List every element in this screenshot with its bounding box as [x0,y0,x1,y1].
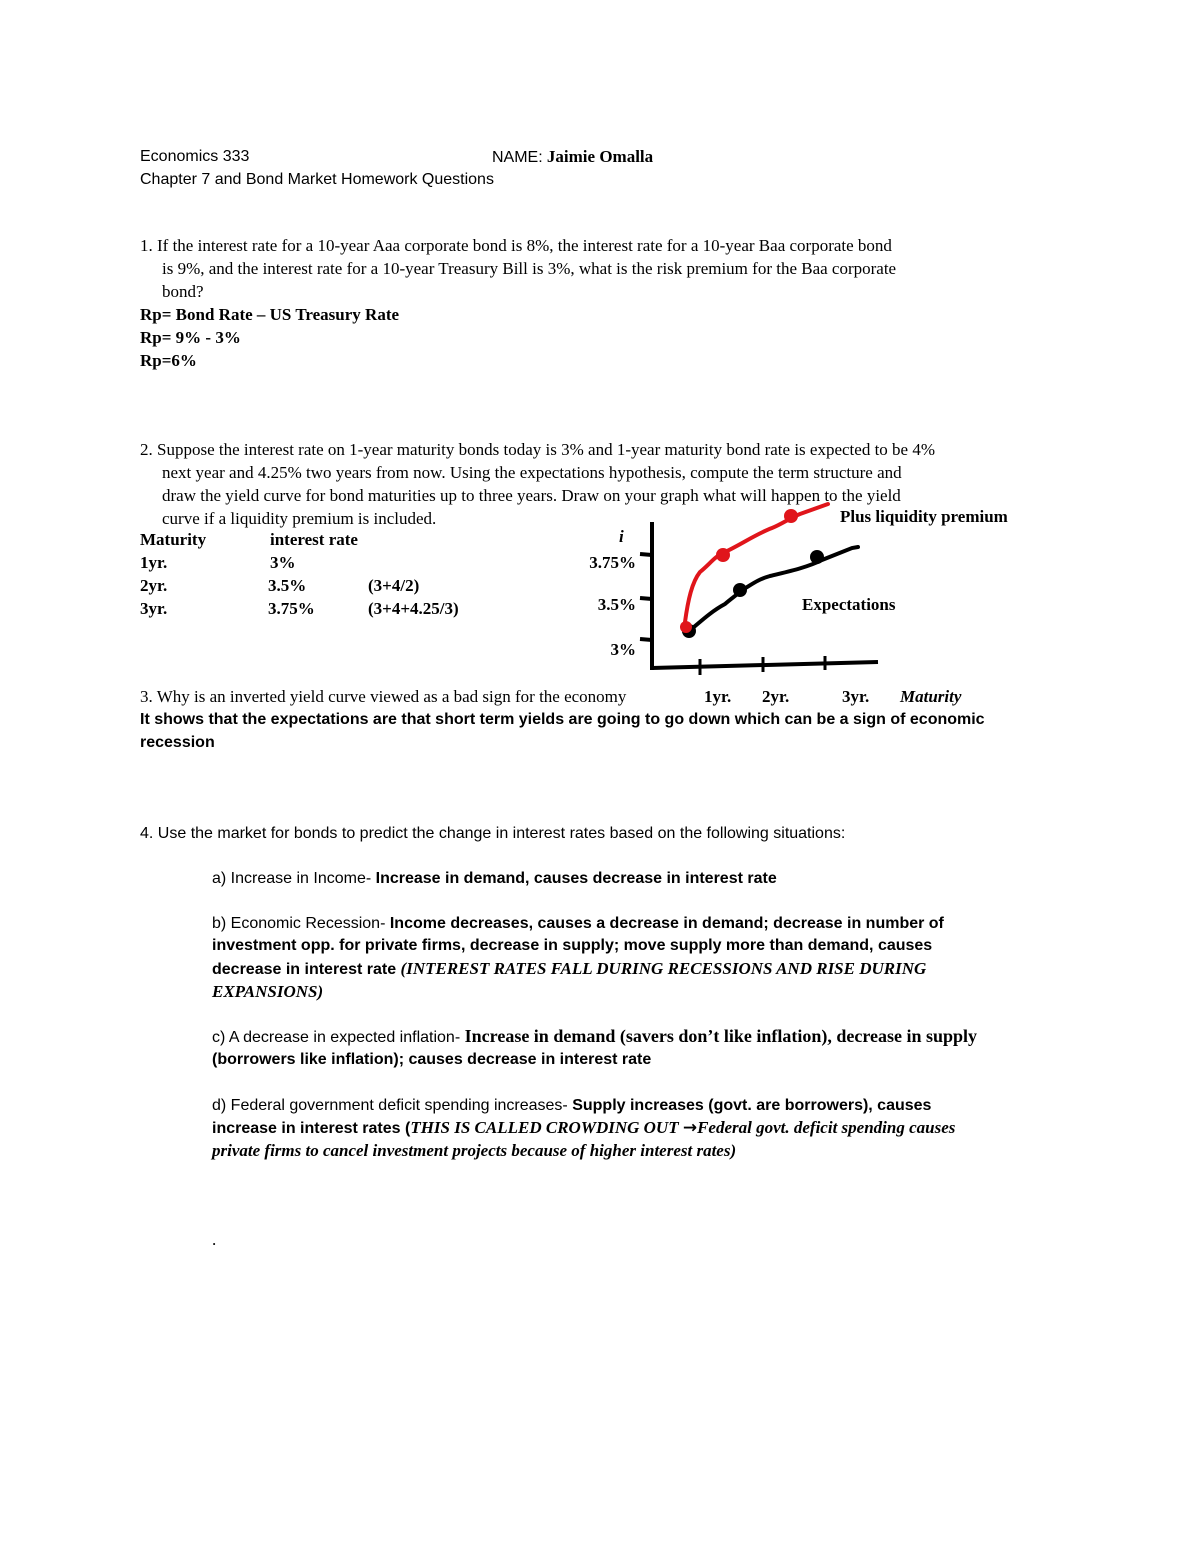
data-point-plus-liquidity-premium [716,548,730,562]
q4-d-line-1 [212,1093,931,1117]
student-name: Jaimie Omalla [546,147,654,166]
q1-answer-line-1: Rp= Bond Rate – US Treasury Rate [140,305,400,324]
q4-b-line-4: EXPANSIONS) [212,982,324,1001]
table-header-interest-rate: interest rate [270,530,358,549]
table-cell-rate: 3.5% [268,576,307,595]
table-cell-calc: (3+4+4.25/3) [368,599,459,618]
q3-answer-line-1: It shows that the expectations are that short term yields are going to go down which can be a sign of economic [140,711,985,728]
q4-a-label: a) Increase in Income- [212,870,372,887]
q4-a-answer: Increase in demand, causes decrease in interest rate [371,870,777,887]
y-tick [640,554,652,555]
y-tick [640,639,652,640]
y-tick [640,598,652,599]
q3-answer-line-2: recession [140,734,215,751]
q2-text-line-1: 2. Suppose the interest rate on 1-year maturity bonds today is 3% and 1-year maturity bond rate is expected to be 4% [140,440,935,459]
q1-answer-line-2: Rp= 9% - 3% [140,328,241,347]
q4-b-answer-cont: decrease in interest rate [212,961,401,978]
q4-b-line-2: investment opp. for private firms, decrease in supply; move supply more than demand, causes [212,937,933,954]
q4-d-line-3: private firms to cancel investment projects because of higher interest rates) [212,1141,737,1160]
q4-b-line-1 [212,911,944,935]
x-tick-label: 1yr. [704,687,732,706]
y-axis-label: i [619,527,624,546]
q2-text-line-2: next year and 4.25% two years from now. Using the expectations hypothesis, compute the term structure and [162,463,902,482]
q4-c-line-2: (borrowers like inflation); causes decrease in interest rate [212,1051,652,1068]
q4-d-label: d) Federal government deficit spending increases- [212,1097,568,1114]
assignment-subtitle: Chapter 7 and Bond Market Homework Questions [140,171,494,188]
table-cell-maturity: 3yr. [140,599,168,618]
y-tick-label: 3.5% [597,595,636,614]
q1-answer-line-3: Rp=6% [140,351,197,370]
y-tick-label: 3% [610,640,636,659]
x-axis-label: Maturity [900,687,962,706]
table-cell-rate: 3% [270,553,296,572]
q1-text-line-2: is 9%, and the interest rate for a 10-year Treasury Bill is 3%, what is the risk premium for the Baa corporate [162,259,897,278]
table-cell-maturity: 2yr. [140,576,168,595]
data-point-expectations [810,550,824,564]
table-cell-rate: 3.75% [268,599,315,618]
q4-d-answer-cont: increase in interest rates ( [212,1120,411,1137]
table-cell-calc: (3+4/2) [368,576,420,595]
q4-c-line-1 [212,1025,977,1049]
q4-c-answer: Increase in demand (savers don’t like inflation), decrease in supply [460,1026,978,1046]
q4-d-emphasis-cont: Federal govt. deficit spending causes [697,1118,956,1137]
q1-text-line-3: bond? [162,282,204,301]
data-point-plus-liquidity-premium [784,509,798,523]
series-label-expectations: Expectations [802,595,896,614]
footer-dot: . [212,1230,217,1249]
x-axis [652,662,878,668]
x-tick-label: 3yr. [842,687,870,706]
data-point-expectations [733,583,747,597]
table-header-maturity: Maturity [140,530,207,549]
q4-a [212,866,777,890]
name-field [492,145,653,169]
q4-b-label: b) Economic Recession- [212,915,386,932]
q4-d-answer: Supply increases (govt. are borrowers), causes [567,1097,932,1114]
table-cell-maturity: 1yr. [140,553,168,572]
yield-curve-chart [560,500,1060,710]
q2-text-line-4: curve if a liquidity premium is included. [162,509,437,528]
q4-b-answer: Income decreases, causes a decrease in demand; decrease in number of [385,915,944,932]
right-arrow-icon: → [682,1118,698,1138]
course-title: Economics 333 [140,148,250,165]
q4-d-line-2 [212,1116,955,1140]
y-tick-label: 3.75% [589,553,636,572]
q2-text-line-3: draw the yield curve for bond maturities up to three years. Draw on your graph what will happen to the yield [162,486,901,505]
q4-c-label: c) A decrease in expected inflation- [212,1029,461,1046]
q3-question: 3. Why is an inverted yield curve viewed as a bad sign for the economy [140,687,627,706]
q4-d-emphasis: THIS IS CALLED CROWDING OUT [410,1118,683,1137]
q4-b-line-3 [212,957,926,981]
data-point-plus-liquidity-premium [680,621,692,633]
q1-text-line-1: 1. If the interest rate for a 10-year Aaa corporate bond is 8%, the interest rate for a 10-year Baa corporate bond [140,236,892,255]
series-label-plus-liquidity-premium: Plus liquidity premium [840,507,1008,526]
name-label: NAME: [492,149,543,166]
q4-intro: 4. Use the market for bonds to predict the change in interest rates based on the following situations: [140,825,846,842]
q4-b-emphasis: (INTEREST RATES FALL DURING RECESSIONS AND RISE DURING [400,959,927,978]
x-tick-label: 2yr. [762,687,790,706]
